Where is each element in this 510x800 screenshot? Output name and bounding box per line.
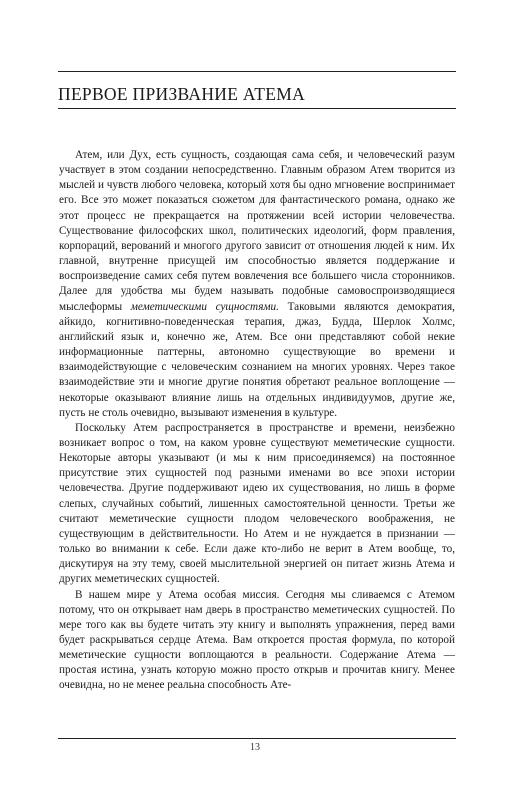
title-underline-rule: [58, 108, 456, 109]
body-text: [59, 148, 455, 694]
emphasis-term: меметическими сущностями.: [130, 300, 279, 313]
paragraph-1-text: Атем, или Дух, есть сущность, создающая сама себя, и человеческий разум участвует в этом создании непосредственно. Главным образом Атем творится из мыслей и чувств любого человека, который хотя бы одно мгновение воспринимает его. Все это может показаться сюжетом для фантастического романа, однако же этот процесс не прекращается на протяжении всей истории человечества. Существование философских школ, политических идеологий, форм правления, корпораций, верований и многого другого зависит от отношения людей к ним. Их главной, внутренне присущей им способностью является поддержание и воспроизведение самих себя путем вовлечения все большего числа сторонников. Далее для удобства мы будем называть подобные самовоспроизводящиеся мыслеформы: [59, 149, 455, 313]
chapter-title: ПЕРВОЕ ПРИЗВАНИЕ АТЕМА: [58, 84, 306, 104]
page-number: 13: [250, 742, 260, 753]
paragraph-2: Поскольку Атем распространяется в пространстве и времени, неизбежно возникает вопрос о том, на каком уровне существуют меметические сущности. Некоторые авторы указывают (и мы к ним присоединяемся) на постоянное присутствие этих сущностей под разными именами во все эпохи истории человечества. Другие поддерживают идею их существования, но лишь в форме слепых, случайных событий, лишенных самостоятельной ценности. Третьи же считают меметические сущности плодом человеческого воображения, не существующим в действительности. Но Атем и не нуждается в признании — только во внимании к себе. Если даже кто-либо не верит в Атем вообще, то, дискутируя на эту тему, своей мыслительной энергией он питает жизнь Атема и других меметических сущностей.: [59, 421, 455, 586]
paragraph-1-text-continued: Таковыми являются демократия, айкидо, когнитивно-поведенческая терапия, джаз, Будда, Шерлок Холмс, английский язык и, конечно же, Атем. Все они представляют собой некие информационные паттерны, автономно существующие во времени и взаимодействующие с человеческим сознанием на многих уровнях. Через такое взаимодействие эти и многие другие понятия обретают реальное воплощение — некоторые оказывают влияние лишь на отдельных индивидуумов, другие же, пусть не столь очевидно, вызывают изменения в культуре.: [59, 300, 455, 419]
top-rule: [58, 71, 456, 72]
footer-rule: [58, 738, 456, 739]
paragraph-1: [59, 148, 455, 421]
paragraph-3: В нашем мире у Атема особая миссия. Сегодня мы сливаемся с Атемом потому, что он открывает нам дверь в пространство меметических сущностей. По мере того как вы будете читать эту книгу и выполнять упражнения, перед вами будет раскрываться сердце Атема. Вам откроется простая формула, по которой меметические сущности воплощаются в реальности. Содержание Атема — простая истина, узнать которую можно просто открыв и прочитав книгу. Менее очевидна, но не менее реальна способность Ате-: [59, 588, 455, 692]
